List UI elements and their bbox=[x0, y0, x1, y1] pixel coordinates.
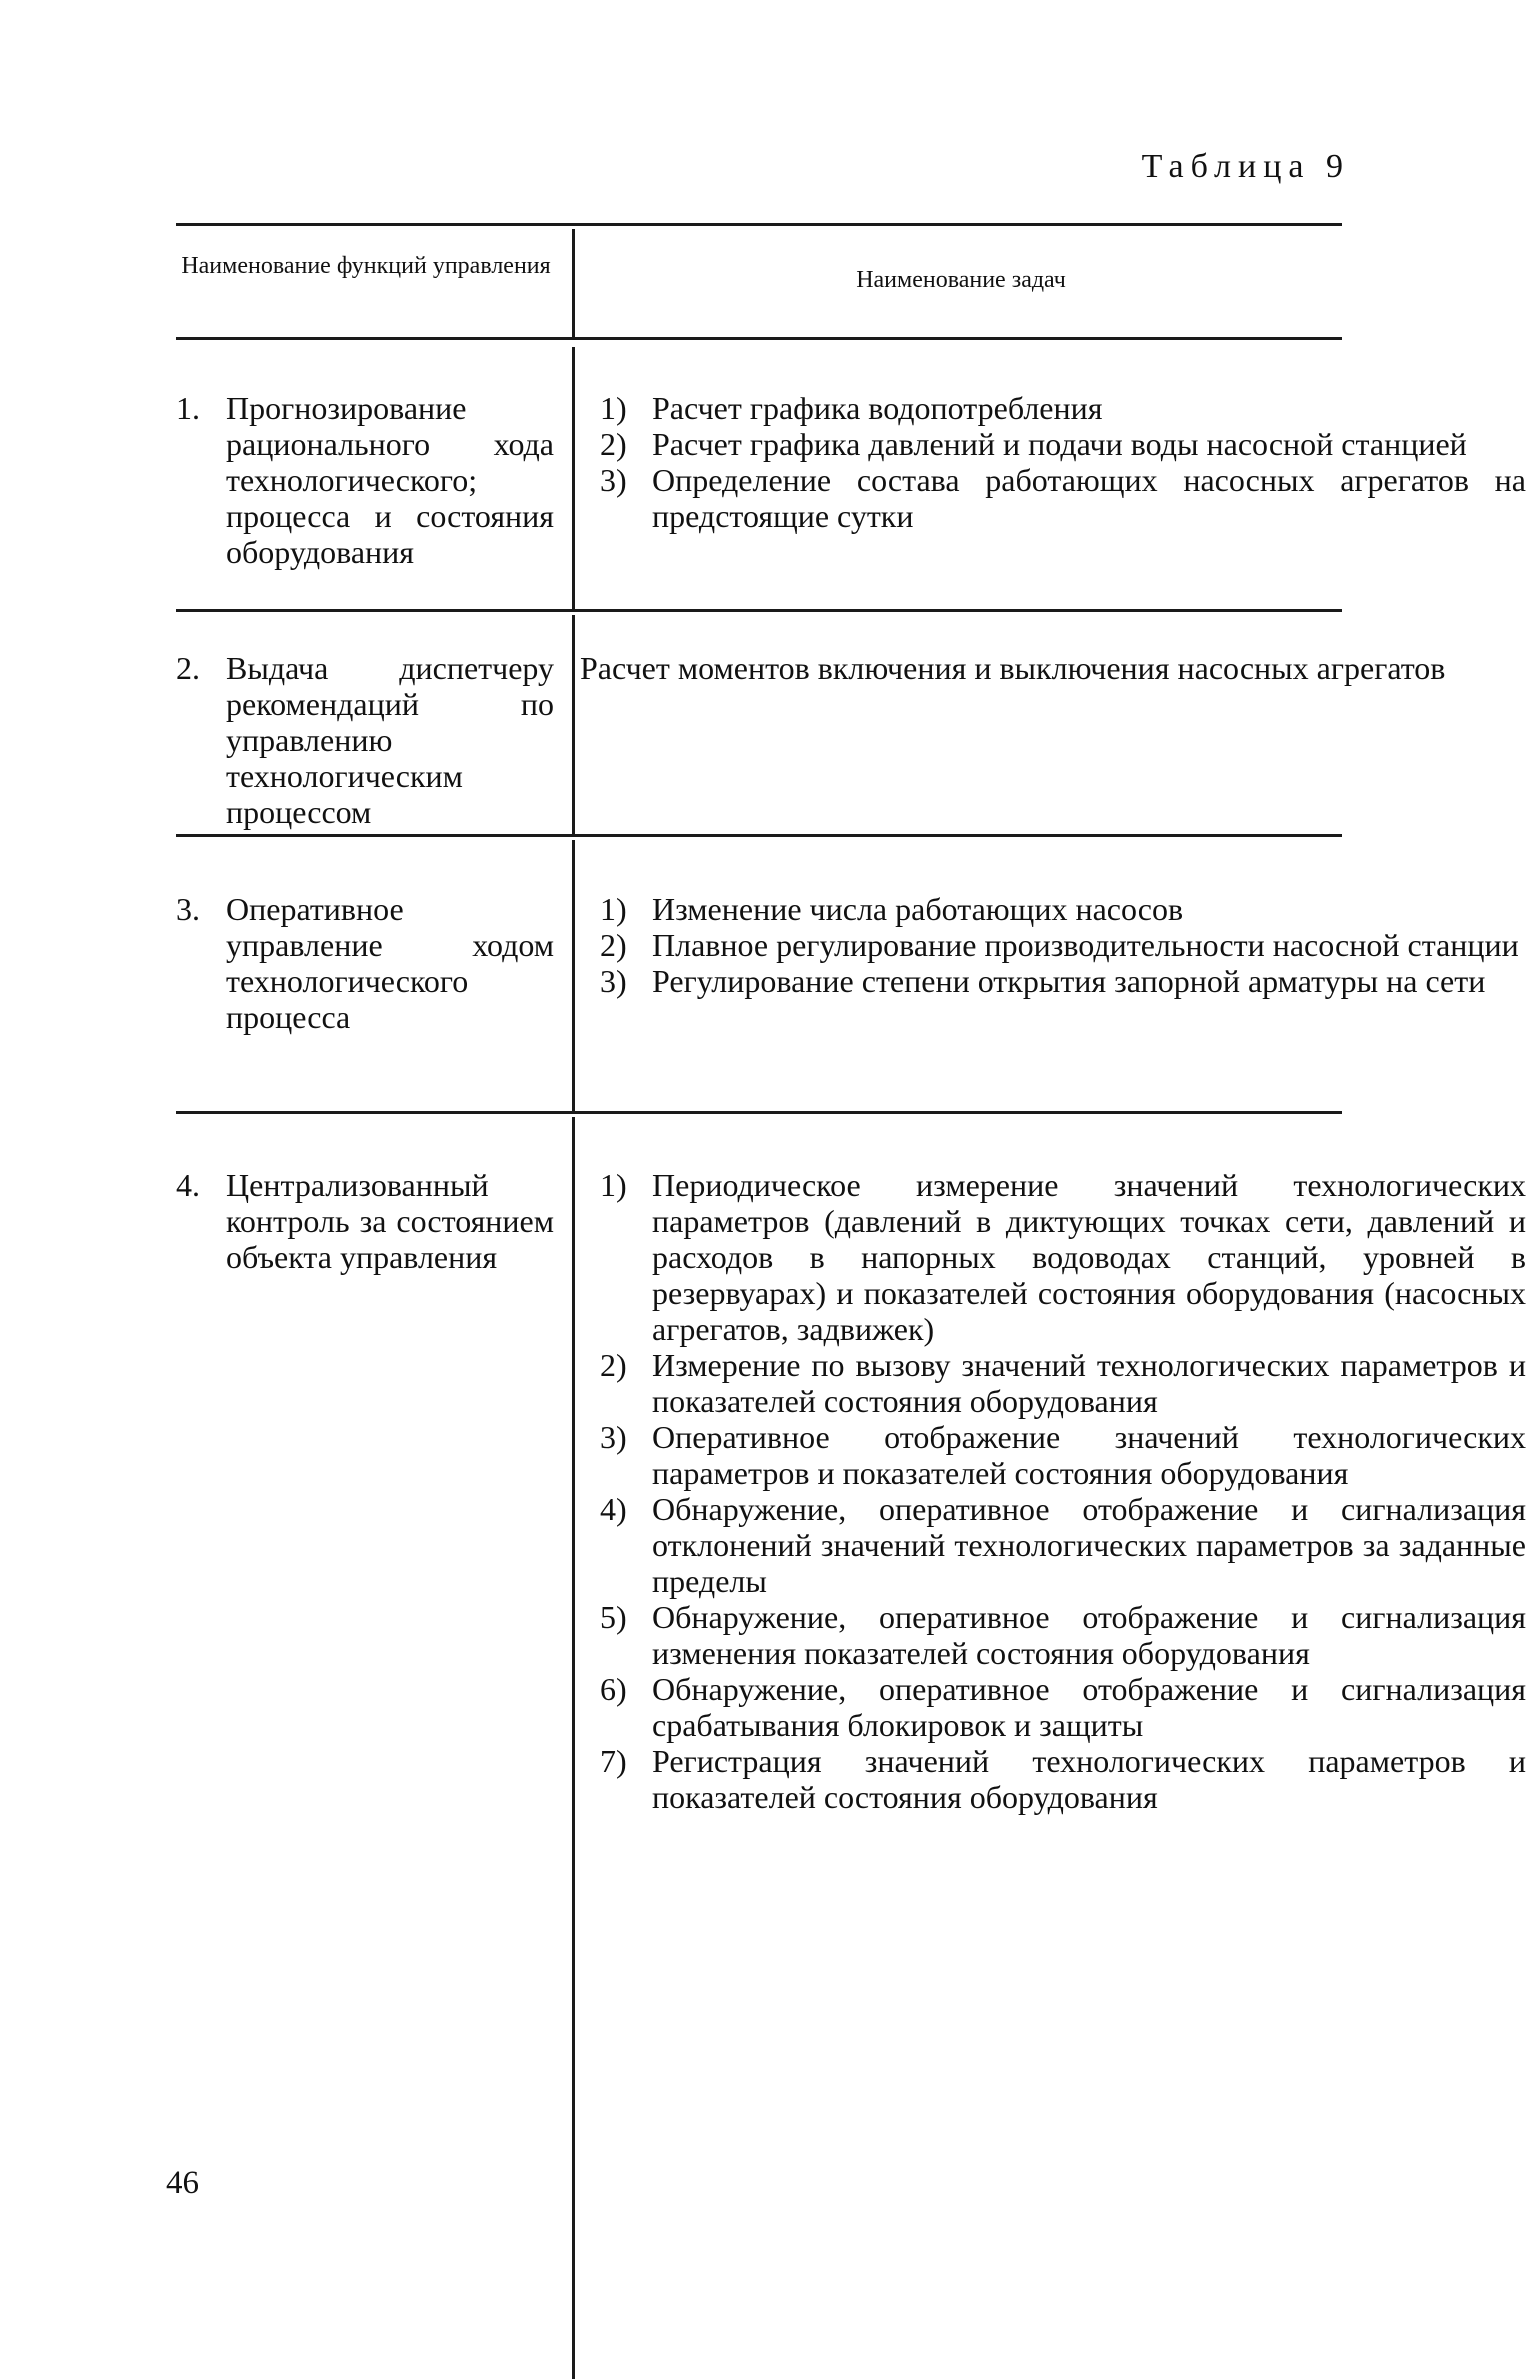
task-text: Расчет графика водопотребления bbox=[652, 390, 1103, 426]
task-item bbox=[600, 963, 1526, 999]
task-text: Регистрация значений технологических параметров и показателей состояния оборудования bbox=[652, 1743, 1526, 1815]
column-separator bbox=[572, 1117, 575, 2379]
task-item bbox=[600, 891, 1526, 927]
table-top-rule bbox=[176, 223, 1342, 226]
function-text: Прогнозирование рационального хода технологического; процесса и состояния оборудования bbox=[226, 390, 554, 570]
table-caption: Таблица 9 bbox=[1141, 148, 1350, 185]
task-item bbox=[600, 1167, 1526, 1347]
task-text: Определение состава работающих насосных агрегатов на предстоящие сутки bbox=[652, 462, 1526, 534]
column-separator bbox=[572, 615, 575, 834]
row-1-tasks bbox=[600, 390, 1526, 534]
task-number: 2) bbox=[600, 927, 627, 963]
task-item bbox=[600, 462, 1526, 534]
row-3-tasks bbox=[600, 891, 1526, 999]
task-number: 4) bbox=[600, 1491, 627, 1527]
task-number: 3) bbox=[600, 1419, 627, 1455]
task-item bbox=[600, 1347, 1526, 1419]
task-number: 7) bbox=[600, 1743, 627, 1779]
task-item bbox=[600, 1743, 1526, 1815]
header-bottom-rule bbox=[176, 337, 1342, 340]
task-item bbox=[600, 1599, 1526, 1671]
header-tasks bbox=[580, 267, 1342, 294]
row-3-bottom-rule bbox=[176, 1111, 1342, 1114]
function-text: Выдача диспетчеру рекомендаций по управлению технологическим процессом bbox=[226, 650, 554, 830]
column-separator bbox=[572, 229, 575, 339]
task-number: 5) bbox=[600, 1599, 627, 1635]
task-number: 3) bbox=[600, 462, 627, 498]
task-number: 1) bbox=[600, 1167, 627, 1203]
task-item bbox=[600, 1491, 1526, 1599]
page-number: 46 bbox=[166, 2165, 199, 2201]
row-number: 1. bbox=[176, 390, 200, 426]
row-1-bottom-rule bbox=[176, 609, 1342, 612]
function-text: Оперативное управление ходом технологического процесса bbox=[226, 891, 554, 1035]
task-number: 1) bbox=[600, 891, 627, 927]
header-functions-label: Наименование функций управления bbox=[181, 253, 551, 279]
header-functions bbox=[176, 253, 556, 280]
task-number: 2) bbox=[600, 426, 627, 462]
task-text: Расчет моментов включения и выключения насосных агрегатов bbox=[580, 650, 1446, 686]
task-item bbox=[600, 426, 1526, 462]
task-text: Изменение числа работающих насосов bbox=[652, 891, 1184, 927]
row-4-tasks bbox=[600, 1167, 1526, 1815]
task-item bbox=[600, 1671, 1526, 1743]
task-item bbox=[600, 1419, 1526, 1491]
task-text: Обнаружение, оперативное отображение и сигнализация отклонений значений технологических параметров за заданные пределы bbox=[652, 1491, 1526, 1599]
task-text: Обнаружение, оперативное отображение и сигнализация изменения показателей состояния оборудования bbox=[652, 1599, 1526, 1671]
task-number: 1) bbox=[600, 390, 627, 426]
task-number: 6) bbox=[600, 1671, 627, 1707]
task-number: 3) bbox=[600, 963, 627, 999]
row-2-tasks bbox=[580, 650, 1526, 686]
header-tasks-label: Наименование задач bbox=[856, 267, 1066, 293]
task-text: Обнаружение, оперативное отображение и сигнализация срабатывания блокировок и защиты bbox=[652, 1671, 1526, 1743]
function-text: Централизованный контроль за состоянием объекта управления bbox=[226, 1167, 554, 1275]
task-text: Оперативное отображение значений технологических параметров и показателей состояния оборудования bbox=[652, 1419, 1526, 1491]
row-number: 4. bbox=[176, 1167, 200, 1203]
task-text: Периодическое измерение значений технологических параметров (давлений в диктующих точках сети, давлений и расходов в напорных водоводах станций, уровней в резервуарах) и показателей состояния оборудования (насосных агрегатов, задвижек) bbox=[652, 1167, 1526, 1347]
task-text: Измерение по вызову значений технологических параметров и показателей состояния оборудования bbox=[652, 1347, 1526, 1419]
column-separator bbox=[572, 840, 575, 1111]
task-number: 2) bbox=[600, 1347, 627, 1383]
column-separator bbox=[572, 347, 575, 609]
row-number: 3. bbox=[176, 891, 200, 927]
row-2-bottom-rule bbox=[176, 834, 1342, 837]
task-text: Плавное регулирование производительности насосной станции bbox=[652, 927, 1519, 963]
task-item bbox=[600, 390, 1526, 426]
row-number: 2. bbox=[176, 650, 200, 686]
task-text: Регулирование степени открытия запорной арматуры на сети bbox=[652, 963, 1486, 999]
task-text: Расчет графика давлений и подачи воды насосной станцией bbox=[652, 426, 1467, 462]
task-item bbox=[600, 927, 1526, 963]
